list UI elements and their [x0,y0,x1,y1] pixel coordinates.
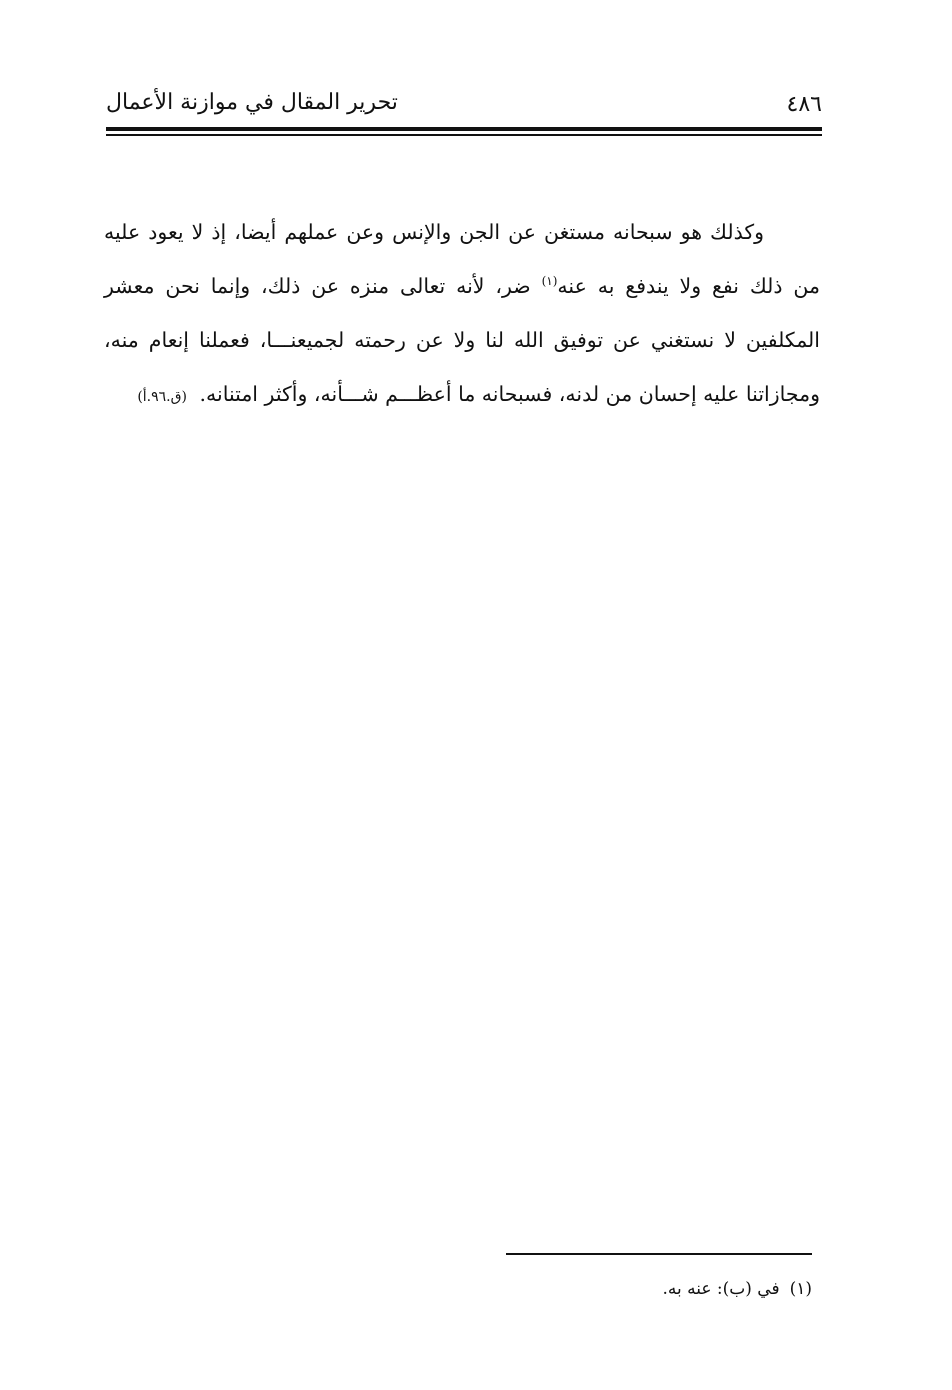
footnote-text: في (ب): عنه به. [662,1279,780,1299]
page-header [106,88,822,132]
manuscript-folio-note: (ق.٩٦.أ) [137,389,187,405]
header-rule-thin [106,134,822,136]
footnote-separator [506,1253,812,1255]
paragraph-text-part2: ضر، لأنه تعالى منزه عن ذلك، وإنما نحن معشر المكلفين لا نستغني عن توفيق الله لنا ولا عن رحمته لجميعنـــا، فعملنا إنعام منه، ومجازاتنا عليه إحسان من لدنه، فسبحانه ما أعظـــم شـــأنه، وأكثر امتنانه. [104,274,820,406]
footnote-number: (١) [789,1279,812,1299]
header-rule [106,127,822,131]
main-paragraph [104,205,820,424]
page-number: ٤٨٦ [786,92,822,117]
paragraph-text-part1: وكذلك هو سبحانه مستغن عن الجن والإنس وعن عملهم أيضا، إذ لا يعود عليه من ذلك نفع ولا يندفع به عنه [104,220,821,298]
footnote-reference: (١) [541,274,558,289]
footnote [662,1279,812,1299]
running-title: تحرير المقال في موازنة الأعمال [106,90,398,115]
